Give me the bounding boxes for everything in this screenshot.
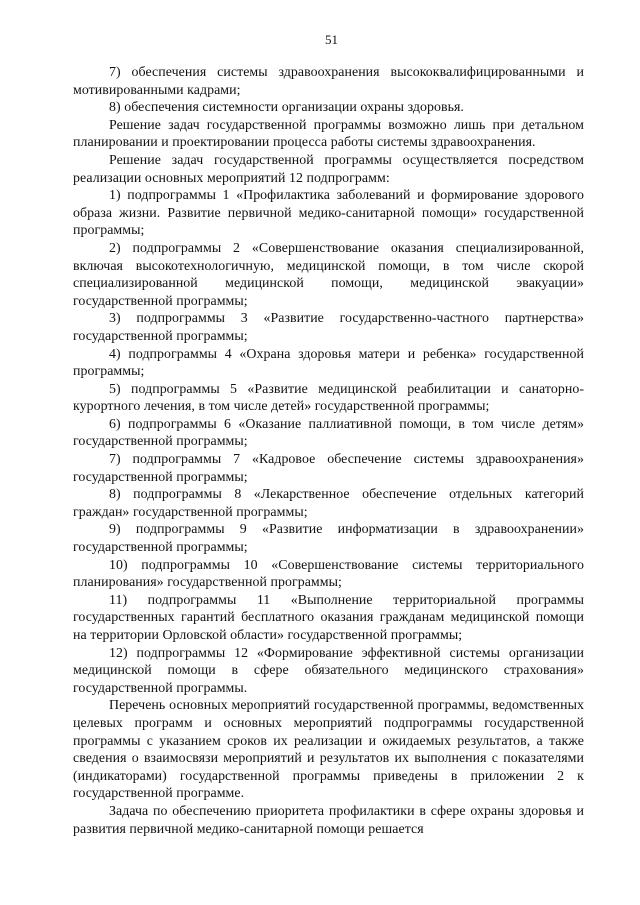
list-item: 10) подпрограммы 10 «Совершенствование системы территориального планирования» государственной программы;	[73, 557, 584, 591]
list-item: 4) подпрограммы 4 «Охрана здоровья матери и ребенка» государственной программы;	[73, 346, 584, 380]
list-item: 2) подпрограммы 2 «Совершенствование оказания специализированной, включая высокотехнологичную, медицинской помощи, в том числе скорой специализированной медицинской помощи, медицинской эвакуации» государственной программы;	[73, 240, 584, 309]
list-item: 9) подпрограммы 9 «Развитие информатизации в здравоохранении» государственной программы;	[73, 522, 584, 556]
paragraph: 8) обеспечения системности организации охраны здоровья.	[109, 100, 464, 116]
list-item: 8) подпрограммы 8 «Лекарственное обеспечение отдельных категорий граждан» государственной программы;	[73, 487, 584, 520]
paragraph: 7) обеспечения системы здравоохранения высококвалифицированными и мотивированными кадрами;	[73, 65, 584, 98]
paragraph: Задача по обеспечению приоритета профилактики в сфере охраны здоровья и развития первичной медико-санитарной помощи решается	[73, 803, 584, 837]
page-number: 51	[325, 32, 338, 47]
list-item: 7) подпрограммы 7 «Кадровое обеспечение системы здравоохранения» государственной программы;	[73, 452, 584, 485]
paragraph: Решение задач государственной программы возможно лишь при детальном планировании и проектировании процесса работы системы здравоохранения.	[73, 117, 584, 151]
list-item: 5) подпрограммы 5 «Развитие медицинской реабилитации и санаторно-курортного лечения, в том числе детей» государственной программы;	[73, 381, 584, 415]
paragraph: Решение задач государственной программы осуществляется посредством реализации основных мероприятий 12 подпрограмм:	[73, 152, 584, 186]
list-item: 3) подпрограммы 3 «Развитие государственно-частного партнерства» государственной программы;	[73, 311, 584, 344]
list-item: 1) подпрограммы 1 «Профилактика заболеваний и формирование здорового образа жизни. Развитие первичной медико-санитарной помощи» государственной программы;	[73, 188, 584, 239]
list-item: 11) подпрограммы 11 «Выполнение территориальной программы государственных гарантий бесплатного оказания гражданам медицинской помощи на территории Орловской области» государственной программы;	[73, 592, 584, 643]
list-item: 12) подпрограммы 12 «Формирование эффективной системы организации медицинской помощи в сфере обязательного медицинского страхования» государственной программы.	[73, 645, 584, 696]
list-item: 6) подпрограммы 6 «Оказание паллиативной помощи, в том числе детям» государственной программы;	[73, 416, 584, 450]
paragraph: Перечень основных мероприятий государственной программы, ведомственных целевых программ и основных мероприятий подпрограммы государственной программы с указанием сроков их реализации и ожидаемых результатов, а также сведения о взаимосвязи мероприятий и результатов их выполнения с показателями (индикаторами) государственной программы приведены в приложении 2 к государственной программе.	[73, 698, 584, 802]
